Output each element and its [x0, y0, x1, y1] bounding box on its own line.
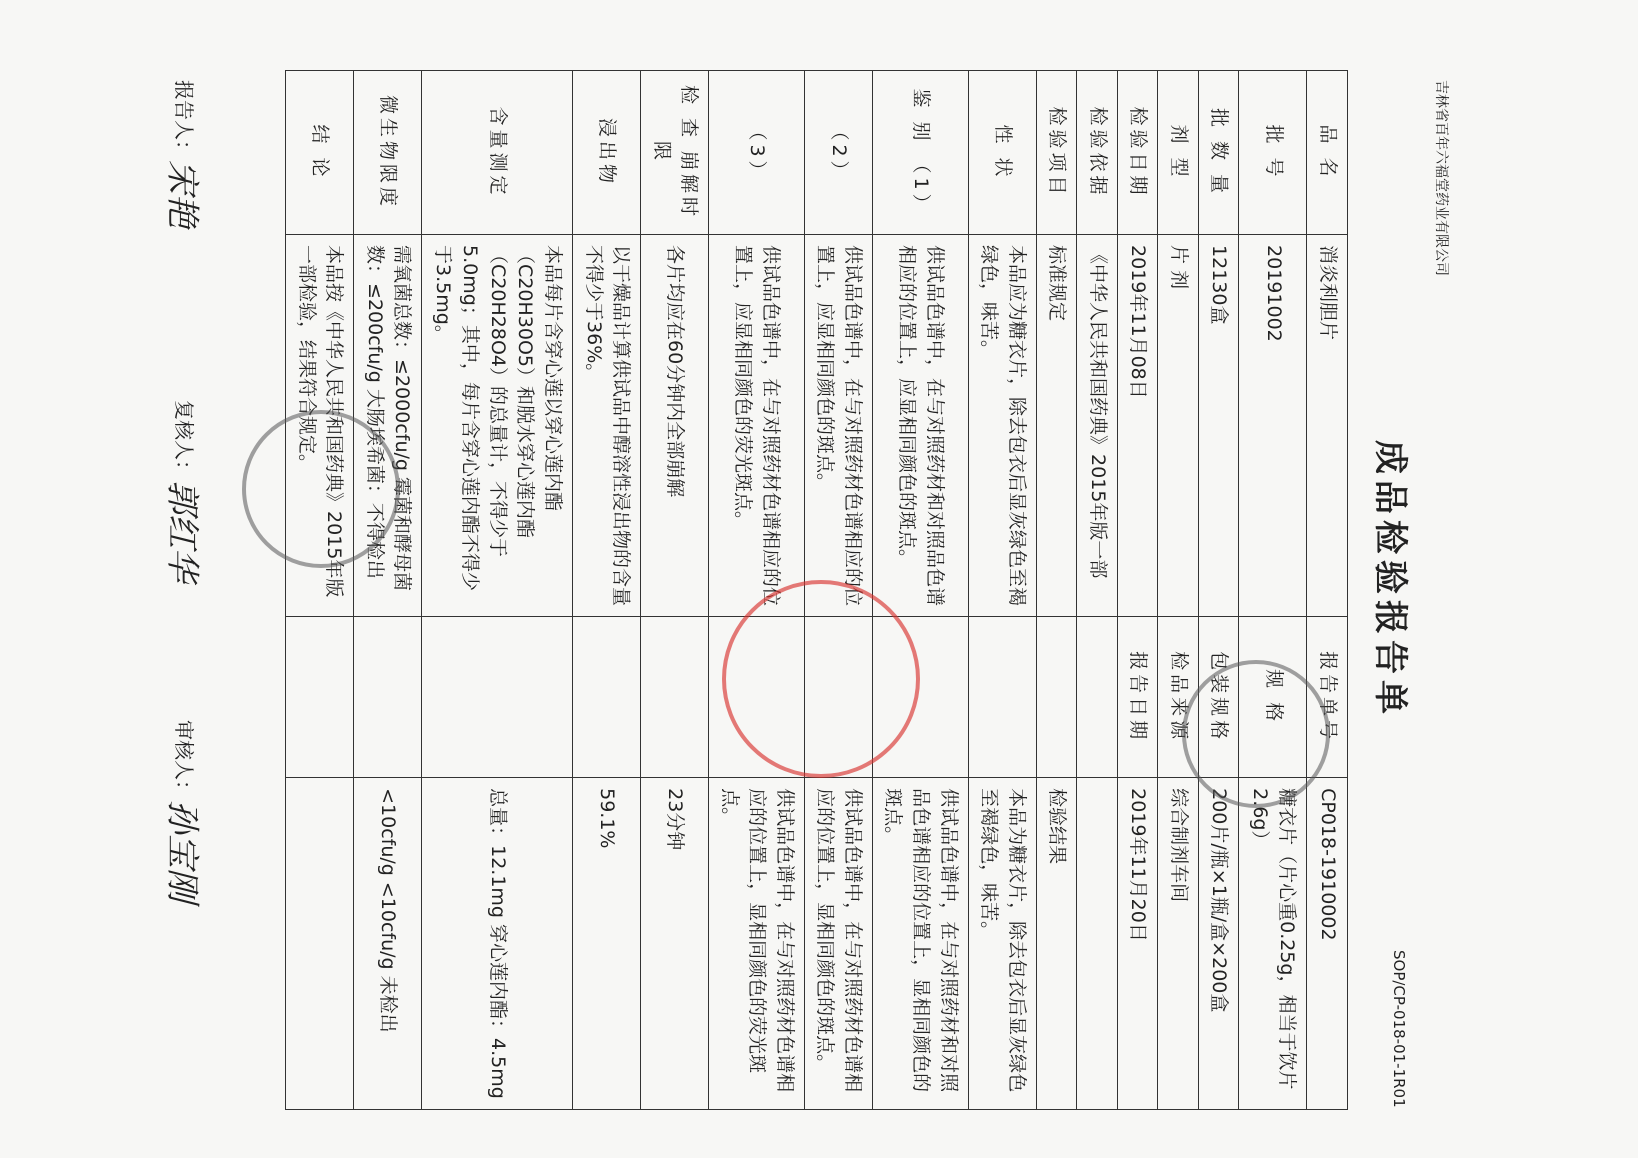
result-cell: [1077, 778, 1118, 1110]
standard-cell: 标准规定: [1036, 235, 1077, 617]
standard-cell: 12130盒: [1198, 235, 1239, 617]
reporter-label: 报告人：: [172, 80, 196, 160]
row-label-2: 报告单号: [1307, 617, 1348, 778]
row-label-2: [354, 617, 422, 778]
row-label: 微生物限度: [354, 71, 422, 235]
result-cell: 综合制剂车间: [1158, 778, 1199, 1110]
row-label-2: [286, 617, 354, 778]
row-label: 检验依据: [1077, 71, 1118, 235]
table-row: [286, 71, 354, 1110]
row-label: （3）: [709, 71, 805, 235]
table-row: [968, 71, 1036, 1110]
row-label-2: [572, 617, 640, 778]
standard-cell: 需氧菌总数：≤2000cfu/g 霉菌和酵母菌数：≤200cfu/g 大肠埃希菌：不得检出: [354, 235, 422, 617]
table-row: [1077, 71, 1118, 1110]
standard-cell: 《中华人民共和国药典》2015年版一部: [1077, 235, 1118, 617]
rotated-document: [120, 20, 1480, 1120]
result-cell: 供试品色谱中，在与对照药材和对照品色谱相应的位置上，显相同颜色的斑点。: [872, 778, 968, 1110]
reporter-signature: 宋艳: [162, 160, 202, 228]
result-cell: 检验结果: [1036, 778, 1077, 1110]
row-label-2: [641, 617, 709, 778]
standard-cell: 各片均应在60分钟内全部崩解: [641, 235, 709, 617]
row-label-2: 规 格: [1239, 617, 1307, 778]
row-label-2: [1036, 617, 1077, 778]
table-row: [1158, 71, 1199, 1110]
standard-cell: 供试品色谱中，在与对照药材色谱相应的位置上，应显相同颜色的荧光斑点。: [709, 235, 805, 617]
table-row: [641, 71, 709, 1110]
standard-cell: 供试品色谱中，在与对照药材色谱相应的位置上，应显相同颜色的斑点。: [804, 235, 872, 617]
row-label: （2）: [804, 71, 872, 235]
row-label-2: 检品来源: [1158, 617, 1199, 778]
row-label: 结 论: [286, 71, 354, 235]
result-cell: 总量：12.1mg 穿心莲内酯：4.5mg: [422, 778, 573, 1110]
row-label: 检验日期: [1117, 71, 1158, 235]
result-cell: <10cfu/g <10cfu/g 未检出: [354, 778, 422, 1110]
table-row: [872, 71, 968, 1110]
result-cell: 供试品色谱中，在与对照药材色谱相应的位置上，显相同颜色的荧光斑点。: [709, 778, 805, 1110]
table-row: [572, 71, 640, 1110]
row-label: 品 名: [1307, 71, 1348, 235]
result-cell: 2019年11月20日: [1117, 778, 1158, 1110]
row-label: 剂 型: [1158, 71, 1199, 235]
result-cell: 23分钟: [641, 778, 709, 1110]
standard-cell: 以干燥品计算供试品中醇溶性浸出物的含量不得少于36%。: [572, 235, 640, 617]
row-label: 批 数 量: [1198, 71, 1239, 235]
table-row: [1117, 71, 1158, 1110]
result-cell: 糖衣片（片心重0.25g，相当于饮片2.6g）: [1239, 778, 1307, 1110]
row-label: 含量测定: [422, 71, 573, 235]
row-label: 批 号: [1239, 71, 1307, 235]
row-label-2: [1077, 617, 1118, 778]
result-cell: 本品为糖衣片，除去包衣后显灰绿色至褐绿色，味苦。: [968, 778, 1036, 1110]
red-stamp: [722, 580, 920, 778]
standard-cell: 20191002: [1239, 235, 1307, 617]
result-cell: CP018-1910002: [1307, 778, 1348, 1110]
auditor-label: 审核人：: [172, 720, 196, 800]
standard-cell: 消炎利胆片: [1307, 235, 1348, 617]
reviewer-label: 复核人：: [172, 400, 196, 480]
result-cell: 供试品色谱中，在与对照药材色谱相应的位置上，显相同颜色的斑点。: [804, 778, 872, 1110]
standard-cell: 供试品色谱中，在与对照药材和对照品色谱相应的位置上，应显相同颜色的斑点。: [872, 235, 968, 617]
result-cell: [286, 778, 354, 1110]
company-name: 吉林省百年六福堂药业有限公司: [1433, 80, 1449, 276]
row-label-2: 报告日期: [1117, 617, 1158, 778]
row-label: 检 查 崩解时限: [641, 71, 709, 235]
row-label-2: [422, 617, 573, 778]
table-row: [1198, 71, 1239, 1110]
table-row: [422, 71, 573, 1110]
standard-cell: 本品应为糖衣片，除去包衣后显灰绿色至褐绿色，味苦。: [968, 235, 1036, 617]
table-row: [1036, 71, 1077, 1110]
row-label-2: [968, 617, 1036, 778]
standard-cell: 2019年11月08日: [1117, 235, 1158, 617]
table-row: [1239, 71, 1307, 1110]
standard-cell: 片 剂: [1158, 235, 1199, 617]
reviewer-signature: 郭红华: [162, 480, 202, 582]
result-cell: 59.1%: [572, 778, 640, 1110]
table-row: [354, 71, 422, 1110]
page-title: 成品检验报告单: [1370, 440, 1410, 720]
gray-stamp-inspection: [1182, 660, 1330, 808]
row-label: 浸出物: [572, 71, 640, 235]
gray-stamp-qc: [242, 410, 400, 568]
row-label: 检验项目: [1036, 71, 1077, 235]
row-label: 鉴 别 （1）: [872, 71, 968, 235]
standard-cell: 本品每片含穿心莲以穿心莲内酯（C20H30O5）和脱水穿心莲内酯（C20H28O4）的总量计，不得少于5.0mg；其中，每片含穿心莲内酯不得少于3.5mg。: [422, 235, 573, 617]
result-cell: 200片/瓶×1瓶/盒×200盒: [1198, 778, 1239, 1110]
auditor-signature: 孙宝刚: [162, 800, 202, 902]
table-row: [1307, 71, 1348, 1110]
row-label-2: 包装规格: [1198, 617, 1239, 778]
row-label: 性 状: [968, 71, 1036, 235]
sop-code: SOP/CP-018-01-1R01: [1390, 950, 1408, 1108]
standard-cell: 本品按《中华人民共和国药典》2015年版一部检验，结果符合规定。: [286, 235, 354, 617]
